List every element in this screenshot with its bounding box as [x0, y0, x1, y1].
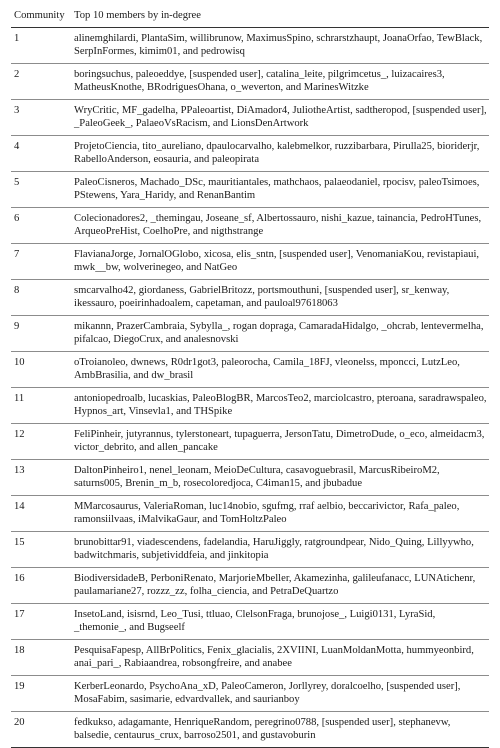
member-list: antoniopedroalb, lucaskias, PaleoBlogBR, MarcosTeo2, marciolcastro, pteroana, saradrawspaleo, Hypnos_art, Vinsevla1, and THSpike — [71, 388, 489, 424]
member-list: InsetoLand, isisrnd, Leo_Tusi, ttluao, ClelsonFraga, brunojose_, Luigi0131, LyraSid, _themonie_, and Bugseelf — [71, 604, 489, 640]
table-row — [11, 640, 489, 676]
community-number: 19 — [11, 676, 71, 712]
member-list: FlavianaJorge, JornalOGlobo, xicosa, elis_sntn, [suspended user], VenomaniaKou, revistapiaui, mwk__bw, wolverinegeo, and NatGeo — [71, 244, 489, 280]
table-row — [11, 352, 489, 388]
community-number: 12 — [11, 424, 71, 460]
table-row — [11, 208, 489, 244]
table-row — [11, 316, 489, 352]
member-list: BiodiversidadeB, PerboniRenato, MarjorieMbeller, Akamezinha, galileufanacc, LUNAtichenr, paulamariane27, rozzz_zz, folha_ciencia, and PetraDeQuartzo — [71, 568, 489, 604]
member-list: KerberLeonardo, PsychoAna_xD, PaleoCameron, Jorllyrey, doralcoelho, [suspended user], MosaFabim, sasimarie, edvardvallek, and saurianboy — [71, 676, 489, 712]
community-number: 5 — [11, 172, 71, 208]
column-header-members: Top 10 members by in-degree — [71, 2, 489, 28]
member-list: MMarcosaurus, ValeriaRoman, luc14nobio, sgufmg, rraf aelbio, beccarivictor, Rafa_paleo, ramonsiilvaas, iMalvikaGaur, and TomHoltzPaleo — [71, 496, 489, 532]
table-row — [11, 424, 489, 460]
community-number: 2 — [11, 64, 71, 100]
community-number: 7 — [11, 244, 71, 280]
community-table — [11, 2, 489, 748]
table-row — [11, 460, 489, 496]
member-list: ProjetoCiencia, tito_aureliano, dpaulocarvalho, kalebmelkor, ruzzibarbara, Pirulla25, bioriderjr, RabelloAnderson, eosauria, and paleopirata — [71, 136, 489, 172]
table-row — [11, 712, 489, 748]
community-number: 18 — [11, 640, 71, 676]
member-list: smcarvalho42, giordaness, GabrielBritozz, portsmouthuni, [suspended user], sr_kenway, ikessauro, poeirinhadoalem, capetaman, and paulоal97618063 — [71, 280, 489, 316]
community-number: 13 — [11, 460, 71, 496]
member-list: WryCritic, MF_gadelha, PPaleoartist, DiAmador4, JuliotheArtist, sadtheropod, [suspended user], _PaleoGeek_, PalaeoVsRacism, and LionsDenArtwork — [71, 100, 489, 136]
member-list: fedkukso, adagamante, HenriqueRandom, peregrino0788, [suspended user], stephanevw, balsedie, centaurus_crux, barroso2501, and gustavoburin — [71, 712, 489, 748]
member-list: boringsuchus, paleoeddye, [suspended user], catalina_leite, pilgrimcetus_, luizacaires3, MatheusKnothe, BRodriguesOhana, o_weverton, and MarinesWitzke — [71, 64, 489, 100]
community-number: 3 — [11, 100, 71, 136]
member-list: FeliPinheir, jutyrannus, tylerstoneart, tupaguerra, JersonTatu, DimetroDude, o_eco, almeidacm3, victor_debrito, and allen_pancake — [71, 424, 489, 460]
community-number: 11 — [11, 388, 71, 424]
community-number: 17 — [11, 604, 71, 640]
community-number: 4 — [11, 136, 71, 172]
community-number: 9 — [11, 316, 71, 352]
table-row — [11, 568, 489, 604]
table-row — [11, 136, 489, 172]
table-row — [11, 244, 489, 280]
member-list: oTroianoleo, dwnews, R0dr1got3, paleorocha, Camila_18FJ, vleonelss, mponcci, LutzLeo, AmbBrasilia, and dw_brasil — [71, 352, 489, 388]
member-list: DaltonPinheiro1, nenel_leonam, MeioDeCultura, casavoguebrasil, MarcusRibeiroM2, saturns005, Brenin_m_b, rosecoloredjoca, C4iman15, and jbubadue — [71, 460, 489, 496]
community-number: 1 — [11, 28, 71, 64]
table-row — [11, 28, 489, 64]
table-body — [11, 28, 489, 748]
column-header-community: Community — [11, 2, 71, 28]
table-row — [11, 280, 489, 316]
community-number: 8 — [11, 280, 71, 316]
member-list: mikannn, PrazerCambraia, Sybylla_, rogan dopraga, CamaradaHidalgo, _ohcrab, lentevermelha, pifalcao, DiegoCrux, and analesnovski — [71, 316, 489, 352]
member-list: brunobittar91, viadescendens, fadelandia, HaruJiggly, ratgroundpear, Nido_Quing, Lillyywho, badwitchmaris, subjetividdfeia, and jinkitopia — [71, 532, 489, 568]
table-row — [11, 100, 489, 136]
member-list: PesquisaFapesp, AllBrPolitics, Fenix_glacialis, 2XVIINI, LuanMoldanMotta, hummyeonbird, anai_pari_, Rabiaandrea, robsongfreire, and anabee — [71, 640, 489, 676]
table-row — [11, 388, 489, 424]
table-row — [11, 172, 489, 208]
community-number: 6 — [11, 208, 71, 244]
community-number: 16 — [11, 568, 71, 604]
community-number: 10 — [11, 352, 71, 388]
table-row — [11, 496, 489, 532]
table-row — [11, 676, 489, 712]
community-number: 20 — [11, 712, 71, 748]
member-list: alinemghilardi, PlantaSim, willibrunow, MaximusSpino, schrarstzhaupt, JoanaOrfao, TewBlack, SerpInFormes, kimim01, and pedrowisq — [71, 28, 489, 64]
community-number: 14 — [11, 496, 71, 532]
table-header-row — [11, 2, 489, 28]
table-row — [11, 532, 489, 568]
community-number: 15 — [11, 532, 71, 568]
member-list: PaleoCisneros, Machado_DSc, mauritiantales, mathchaos, palaeodaniel, rpocisv, paleoTsimoes, PStewens, Yara_Haridy, and RenanBantim — [71, 172, 489, 208]
table-row — [11, 604, 489, 640]
table-row — [11, 64, 489, 100]
member-list: Colecionadores2, _themingau, Joseane_sf, Albertossauro, nishi_kazue, tainancia, PedroHTunes, ArqueoPreHist, CoelhoPre, and nigthstrange — [71, 208, 489, 244]
